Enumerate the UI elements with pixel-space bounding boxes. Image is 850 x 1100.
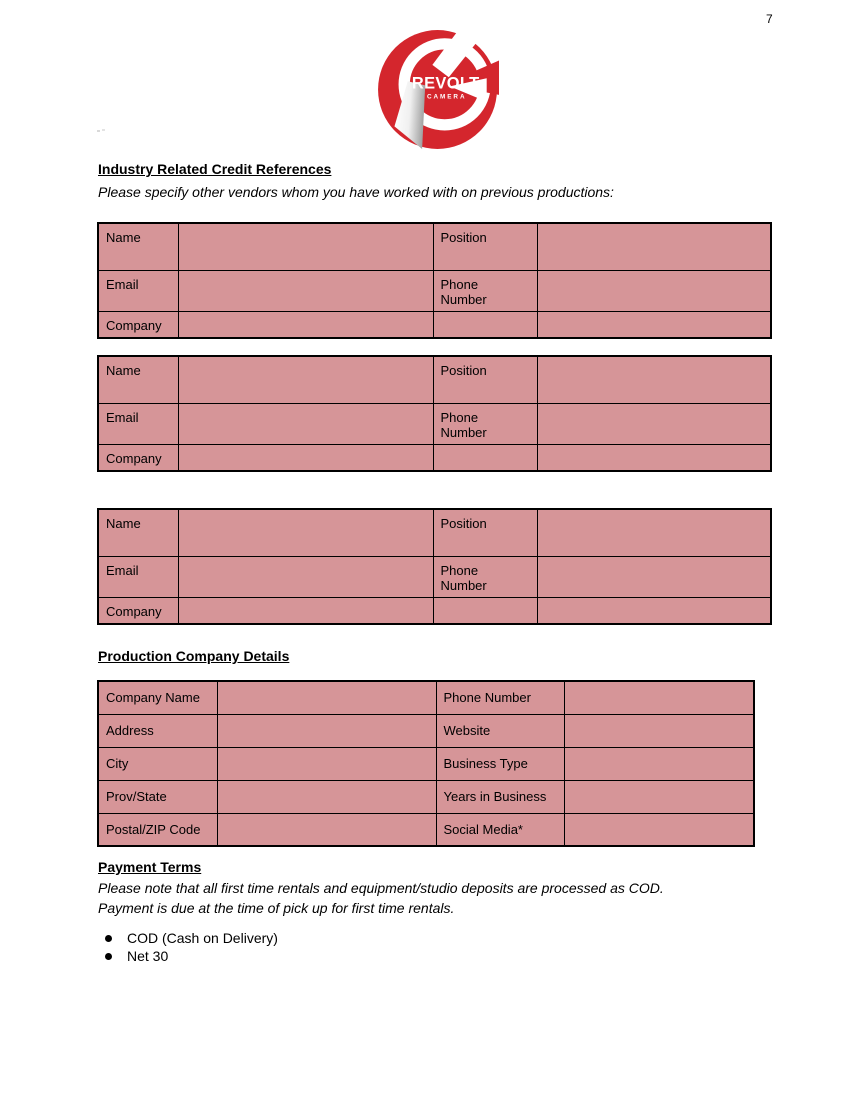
- field-input-cell[interactable]: [217, 681, 436, 714]
- table-row: [98, 747, 754, 780]
- field-label-cell: [433, 311, 537, 338]
- field-label-cell: Company: [98, 311, 178, 338]
- field-input-cell[interactable]: [537, 509, 771, 556]
- field-input-cell[interactable]: [217, 813, 436, 846]
- field-label-cell: Position: [433, 356, 537, 403]
- credit-reference-table-3: [97, 508, 772, 625]
- field-input-cell[interactable]: [178, 223, 433, 270]
- field-label-cell: Email: [98, 403, 178, 444]
- table-row: [98, 780, 754, 813]
- field-input-cell[interactable]: [178, 270, 433, 311]
- payment-note-line2: Payment is due at the time of pick up for first time rentals.: [98, 900, 455, 916]
- field-input-cell[interactable]: [564, 747, 754, 780]
- field-label-cell: Phone Number: [433, 403, 537, 444]
- field-input-cell[interactable]: [178, 444, 433, 471]
- field-input-cell[interactable]: [178, 311, 433, 338]
- field-label-cell: [433, 444, 537, 471]
- field-label-cell: Postal/ZIP Code: [98, 813, 217, 846]
- credit-reference-table-2: [97, 355, 772, 472]
- field-label-cell: Business Type: [436, 747, 564, 780]
- table-row: [98, 509, 771, 556]
- table-row: [98, 403, 771, 444]
- field-input-cell[interactable]: [217, 780, 436, 813]
- field-label-cell: Phone Number: [433, 556, 537, 597]
- table-row: [98, 813, 754, 846]
- production-company-heading: Production Company Details: [98, 648, 290, 664]
- table-row: [98, 556, 771, 597]
- logo-title-text: REVOLT: [411, 74, 480, 93]
- field-label-cell: Company Name: [98, 681, 217, 714]
- field-label-cell: Email: [98, 556, 178, 597]
- field-input-cell[interactable]: [217, 747, 436, 780]
- field-label-cell: [433, 597, 537, 624]
- payment-terms-notes: [98, 878, 664, 918]
- field-label-cell: Name: [98, 509, 178, 556]
- field-input-cell[interactable]: [564, 714, 754, 747]
- payment-option-item: [103, 930, 278, 947]
- field-input-cell[interactable]: [178, 403, 433, 444]
- revolt-camera-logo: [376, 28, 499, 151]
- field-input-cell[interactable]: [537, 270, 771, 311]
- field-input-cell[interactable]: [537, 444, 771, 471]
- field-label-cell: Position: [433, 509, 537, 556]
- payment-terms-heading: Payment Terms: [98, 859, 202, 875]
- field-label-cell: Company: [98, 444, 178, 471]
- logo-subtitle-text: CAMERA: [426, 93, 467, 101]
- bullet-icon: [105, 935, 112, 942]
- payment-options-list: [103, 930, 278, 966]
- table-row: [98, 270, 771, 311]
- payment-option-label: COD (Cash on Delivery): [127, 930, 278, 946]
- field-label-cell: Name: [98, 356, 178, 403]
- field-input-cell[interactable]: [217, 714, 436, 747]
- table-row: [98, 681, 754, 714]
- credit-reference-table-1: [97, 222, 772, 339]
- table-row: [98, 223, 771, 270]
- field-label-cell: Phone Number: [436, 681, 564, 714]
- field-input-cell[interactable]: [537, 403, 771, 444]
- print-smudge-mark: [97, 130, 100, 132]
- payment-note-line1: Please note that all first time rentals and equipment/studio deposits are processed as COD.: [98, 880, 664, 896]
- field-input-cell[interactable]: [537, 311, 771, 338]
- table-row: [98, 311, 771, 338]
- field-label-cell: Years in Business: [436, 780, 564, 813]
- field-label-cell: Email: [98, 270, 178, 311]
- field-label-cell: Phone Number: [433, 270, 537, 311]
- payment-option-label: Net 30: [127, 948, 169, 964]
- bullet-icon: [105, 953, 112, 960]
- field-label-cell: Address: [98, 714, 217, 747]
- field-input-cell[interactable]: [564, 780, 754, 813]
- production-company-table: [97, 680, 755, 847]
- field-input-cell[interactable]: [178, 509, 433, 556]
- field-input-cell[interactable]: [537, 223, 771, 270]
- field-label-cell: City: [98, 747, 217, 780]
- table-row: [98, 597, 771, 624]
- field-input-cell[interactable]: [537, 556, 771, 597]
- field-input-cell[interactable]: [537, 597, 771, 624]
- field-label-cell: Prov/State: [98, 780, 217, 813]
- page-number: 7: [766, 12, 773, 26]
- revolt-camera-logo-graphic: [376, 28, 499, 151]
- credit-references-instruction: Please specify other vendors whom you have worked with on previous productions:: [98, 184, 614, 200]
- table-row: [98, 444, 771, 471]
- field-label-cell: Social Media*: [436, 813, 564, 846]
- field-label-cell: Name: [98, 223, 178, 270]
- field-input-cell[interactable]: [564, 681, 754, 714]
- field-input-cell[interactable]: [537, 356, 771, 403]
- payment-option-item: [103, 948, 278, 965]
- field-input-cell[interactable]: [178, 597, 433, 624]
- field-input-cell[interactable]: [178, 356, 433, 403]
- table-row: [98, 356, 771, 403]
- field-label-cell: Company: [98, 597, 178, 624]
- field-input-cell[interactable]: [178, 556, 433, 597]
- field-input-cell[interactable]: [564, 813, 754, 846]
- field-label-cell: Website: [436, 714, 564, 747]
- field-label-cell: Position: [433, 223, 537, 270]
- table-row: [98, 714, 754, 747]
- credit-references-heading: Industry Related Credit References: [98, 161, 332, 177]
